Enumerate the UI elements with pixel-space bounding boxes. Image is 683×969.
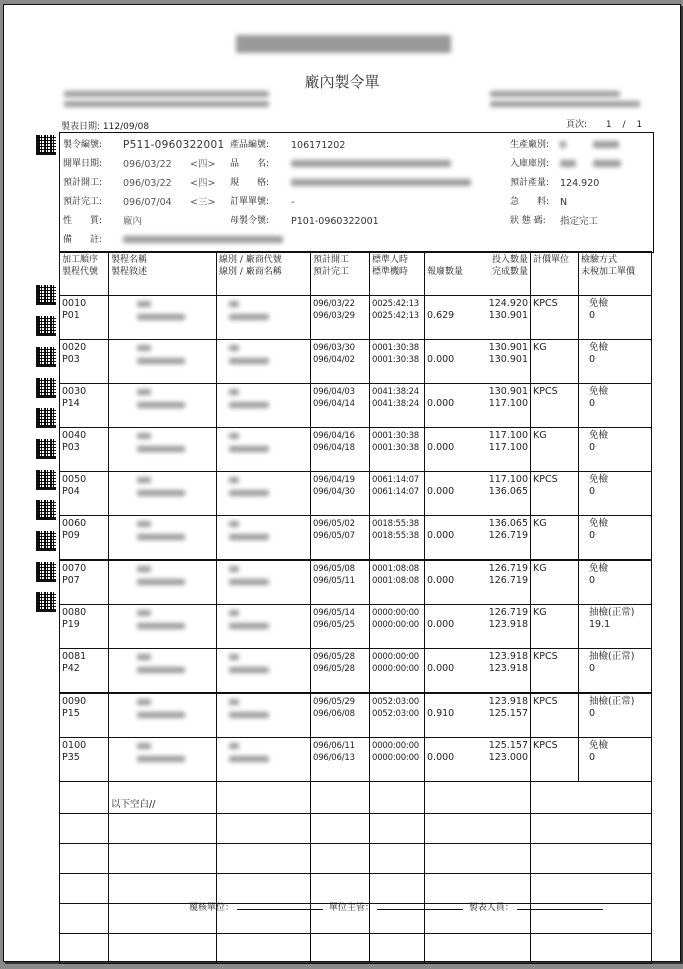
seq-code-cell: 0010 P01: [60, 296, 109, 340]
inspection-cell: 免檢 0: [579, 340, 652, 384]
seq-code-cell: 0020 P03: [60, 340, 109, 384]
plan-qty: 124.920: [560, 178, 600, 189]
proc-name-cell: [109, 560, 217, 605]
qty-cell: 130.901 130.901: [475, 340, 531, 384]
std-hours-cell: 0041:38:24 0041:38:24: [370, 384, 425, 428]
company-address-redacted: [64, 91, 269, 107]
qty-cell: 124.920 130.901: [475, 296, 531, 340]
proc-name-cell: [109, 340, 217, 384]
scrap-qty-cell: 0.000: [425, 340, 475, 384]
qty-cell: 117.100 136.065: [475, 472, 531, 516]
warehouse-name-redacted: [593, 155, 621, 174]
proc-name-cell: [109, 296, 217, 340]
order-no: P511-0960322001: [123, 139, 225, 151]
parent-order: P101-0960322001: [291, 216, 379, 227]
warehouse-label: 入庫庫別:: [510, 159, 550, 169]
product-no: 106171202: [291, 140, 346, 151]
process-table: [59, 251, 652, 964]
inspection-cell: 免檢 0: [579, 428, 652, 472]
header-inspection: 檢驗方式 未稅加工單價: [579, 252, 652, 296]
header-seq-code: 加工順序 製程代號: [60, 252, 109, 296]
page-value: 1 / 1: [605, 120, 647, 130]
inspection-cell: 免檢 0: [579, 384, 652, 428]
supervisor-line: [377, 900, 463, 910]
barcode-icon: [36, 592, 56, 612]
unit-cell: KG: [531, 560, 579, 605]
line-vendor-cell: [217, 516, 311, 561]
header-plan-dates: 預計開工 預計完工: [311, 252, 370, 296]
seq-code-cell: 0070 P07: [60, 560, 109, 605]
page-label: 頁次:: [566, 120, 588, 130]
header-unit: 計價單位: [531, 252, 579, 296]
line-vendor-cell: [217, 560, 311, 605]
factory-label: 生產廠別:: [510, 140, 550, 150]
sales-order-label: 訂單單號:: [230, 197, 270, 207]
scrap-qty-cell: 0.000: [425, 516, 475, 561]
scrap-qty-cell: 0.000: [425, 738, 475, 782]
qty-cell: 123.918 123.918: [475, 649, 531, 694]
document-title: 廠內製令單: [304, 73, 380, 91]
signature-area: [189, 900, 606, 913]
print-date-label: 製表日期:: [61, 122, 101, 132]
qty-cell: 130.901 117.100: [475, 384, 531, 428]
std-hours-cell: 0001:30:38 0001:30:38: [370, 340, 425, 384]
line-vendor-cell: [217, 472, 311, 516]
plan-dates-cell: 096/04/16 096/04/18: [311, 428, 370, 472]
inspection-cell: 免檢 0: [579, 516, 652, 561]
seq-code-cell: 0080 P19: [60, 605, 109, 649]
scrap-qty-cell: 0.000: [425, 649, 475, 694]
plan-dates-cell: 096/04/19 096/04/30: [311, 472, 370, 516]
supervisor-label: 單位主管：: [328, 903, 374, 913]
proc-name-cell: [109, 384, 217, 428]
unit-cell: KPCS: [531, 693, 579, 738]
urgent: N: [560, 197, 568, 208]
unit-cell: KG: [531, 340, 579, 384]
std-hours-cell: 0018:55:38 0018:55:38: [370, 516, 425, 561]
table-row: [60, 296, 652, 340]
blank-row: [60, 874, 652, 904]
unit-cell: KPCS: [531, 738, 579, 782]
company-name-redacted: [236, 35, 451, 57]
status-label: 狀 態 碼:: [510, 216, 546, 226]
approve-unit-line: [237, 900, 323, 910]
line-vendor-cell: [217, 296, 311, 340]
barcode-icon: [36, 285, 56, 305]
std-hours-cell: 0000:00:00 0000:00:00: [370, 605, 425, 649]
header-line-vendor: 線別 / 廠商代號 線別 / 廠商名稱: [217, 252, 311, 296]
line-vendor-cell: [217, 340, 311, 384]
table-row: [60, 649, 652, 694]
plan-dates-cell: 096/04/03 096/04/14: [311, 384, 370, 428]
open-weekday: <四>: [190, 159, 216, 170]
barcode-icon: [36, 439, 56, 459]
plan-dates-cell: 096/05/29 096/06/08: [311, 693, 370, 738]
scrap-qty-cell: 0.000: [425, 605, 475, 649]
qty-cell: 136.065 126.719: [475, 516, 531, 561]
table-row: [60, 340, 652, 384]
table-header-row: [60, 252, 652, 296]
end-marker: 以下空白//: [109, 782, 217, 814]
plan-dates-cell: 096/05/08 096/05/11: [311, 560, 370, 605]
std-hours-cell: 0000:00:00 0000:00:00: [370, 649, 425, 694]
table-row: [60, 472, 652, 516]
plan-end-label: 預計完工:: [63, 197, 103, 207]
barcode-icon: [36, 408, 56, 428]
factory-name-redacted: [593, 136, 619, 155]
plan-dates-cell: 096/06/11 096/06/13: [311, 738, 370, 782]
unit-cell: KG: [531, 428, 579, 472]
unit-cell: KPCS: [531, 649, 579, 694]
preparer-label: 製表人員：: [468, 903, 514, 913]
open-date: 096/03/22: [123, 159, 172, 170]
std-hours-cell: 0061:14:07 0061:14:07: [370, 472, 425, 516]
plan-start: 096/03/22: [123, 178, 172, 189]
plan-dates-cell: 096/05/02 096/05/07: [311, 516, 370, 561]
inspection-cell: 免檢 0: [579, 472, 652, 516]
line-vendor-cell: [217, 428, 311, 472]
qty-cell: 126.719 126.719: [475, 560, 531, 605]
inspection-cell: 抽檢(正常) 0: [579, 693, 652, 738]
inspection-cell: 免檢 0: [579, 560, 652, 605]
table-row: [60, 560, 652, 605]
blank-row: [60, 814, 652, 844]
header-proc-name: 製程名稱 製程敘述: [109, 252, 217, 296]
line-vendor-cell: [217, 693, 311, 738]
std-hours-cell: 0001:08:08 0001:08:08: [370, 560, 425, 605]
std-hours-cell: 0025:42:13 0025:42:13: [370, 296, 425, 340]
sales-order: -: [291, 197, 295, 208]
plan-dates-cell: 096/05/28 096/05/28: [311, 649, 370, 694]
table-row: [60, 516, 652, 561]
inspection-cell: 免檢 0: [579, 738, 652, 782]
std-hours-cell: 0001:30:38 0001:30:38: [370, 428, 425, 472]
unit-cell: KG: [531, 516, 579, 561]
seq-code-cell: 0050 P04: [60, 472, 109, 516]
company-contact-redacted: [490, 91, 640, 107]
plan-qty-label: 預計產量:: [510, 178, 550, 188]
barcode-icon: [36, 347, 56, 367]
scrap-qty-cell: 0.910: [425, 693, 475, 738]
blank-row: [60, 844, 652, 874]
unit-cell: KPCS: [531, 472, 579, 516]
approve-unit-label: 覆核單位：: [189, 903, 235, 913]
proc-name-cell: [109, 649, 217, 694]
plan-start-weekday: <四>: [190, 178, 216, 189]
seq-code-cell: 0040 P03: [60, 428, 109, 472]
print-date: [61, 119, 149, 132]
status: 指定完工: [560, 216, 599, 227]
scrap-qty-cell: 0.000: [425, 472, 475, 516]
plan-dates-cell: 096/03/22 096/03/29: [311, 296, 370, 340]
barcode-icon: [36, 531, 56, 551]
warehouse-redacted: [560, 155, 576, 174]
std-hours-cell: 0052:03:00 0052:03:00: [370, 693, 425, 738]
inspection-cell: 抽檢(正常) 0: [579, 649, 652, 694]
table-row: [60, 428, 652, 472]
line-vendor-cell: [217, 649, 311, 694]
proc-name-cell: [109, 738, 217, 782]
inspection-cell: 免檢 0: [579, 296, 652, 340]
header-std-hours: 標準人時 標準機時: [370, 252, 425, 296]
barcode-icon: [36, 500, 56, 520]
unit-cell: KPCS: [531, 384, 579, 428]
spec-redacted: [291, 174, 471, 193]
plan-end-weekday: <三>: [190, 197, 216, 208]
scrap-qty-cell: 0.000: [425, 560, 475, 605]
product-no-label: 產品編號:: [230, 140, 270, 150]
barcode-icon: [36, 378, 56, 398]
seq-code-cell: 0081 P42: [60, 649, 109, 694]
barcode-icon: [36, 316, 56, 336]
product-name-redacted: [291, 155, 451, 174]
qty-cell: 125.157 123.000: [475, 738, 531, 782]
unit-cell: KPCS: [531, 296, 579, 340]
header-qty: 投入數量 完成數量: [475, 252, 531, 296]
table-row: [60, 693, 652, 738]
qty-cell: 126.719 123.918: [475, 605, 531, 649]
remark-redacted: [123, 231, 283, 250]
proc-name-cell: [109, 472, 217, 516]
blank-row: [60, 934, 652, 964]
urgent-label: 急 料:: [510, 197, 550, 207]
seq-code-cell: 0030 P14: [60, 384, 109, 428]
qty-cell: 123.918 125.157: [475, 693, 531, 738]
header-scrap-qty: 報廢數量: [425, 252, 475, 296]
unit-cell: KG: [531, 605, 579, 649]
proc-name-cell: [109, 516, 217, 561]
scrap-qty-cell: 0.629: [425, 296, 475, 340]
seq-code-cell: 0090 P15: [60, 693, 109, 738]
nature-label: 性 質:: [63, 216, 103, 226]
inspection-cell: 抽檢(正常) 19.1: [579, 605, 652, 649]
scrap-qty-cell: 0.000: [425, 428, 475, 472]
print-date-value: 112/09/08: [102, 122, 150, 132]
proc-name-cell: [109, 428, 217, 472]
factory-redacted: [560, 136, 566, 155]
line-vendor-cell: [217, 738, 311, 782]
qty-cell: 117.100 117.100: [475, 428, 531, 472]
barcode-icon: [36, 470, 56, 490]
table-row: [60, 605, 652, 649]
plan-dates-cell: 096/03/30 096/04/02: [311, 340, 370, 384]
plan-start-label: 預計開工:: [63, 178, 103, 188]
table-row: [60, 738, 652, 782]
document-page: [3, 4, 681, 962]
product-name-label: 品 名:: [230, 159, 270, 169]
line-vendor-cell: [217, 605, 311, 649]
order-no-label: 製令編號:: [63, 140, 103, 150]
preparer-line: [517, 900, 603, 910]
proc-name-cell: [109, 605, 217, 649]
scrap-qty-cell: 0.000: [425, 384, 475, 428]
table-row: [60, 384, 652, 428]
seq-code-cell: 0100 P35: [60, 738, 109, 782]
plan-dates-cell: 096/05/14 096/05/25: [311, 605, 370, 649]
barcode-icon: [36, 562, 56, 582]
order-barcode-icon: [36, 135, 56, 155]
spec-label: 規 格:: [230, 178, 270, 188]
end-marker-row: [60, 782, 652, 814]
seq-code-cell: 0060 P09: [60, 516, 109, 561]
std-hours-cell: 0000:00:00 0000:00:00: [370, 738, 425, 782]
parent-order-label: 母製令號:: [230, 216, 270, 226]
remark-label: 備 註:: [63, 235, 103, 245]
open-date-label: 開單日期:: [63, 159, 103, 169]
plan-end: 096/07/04: [123, 197, 172, 208]
order-info-box: [59, 132, 654, 253]
proc-name-cell: [109, 693, 217, 738]
line-vendor-cell: [217, 384, 311, 428]
page-indicator: [566, 117, 646, 130]
nature: 廠內: [123, 216, 143, 227]
